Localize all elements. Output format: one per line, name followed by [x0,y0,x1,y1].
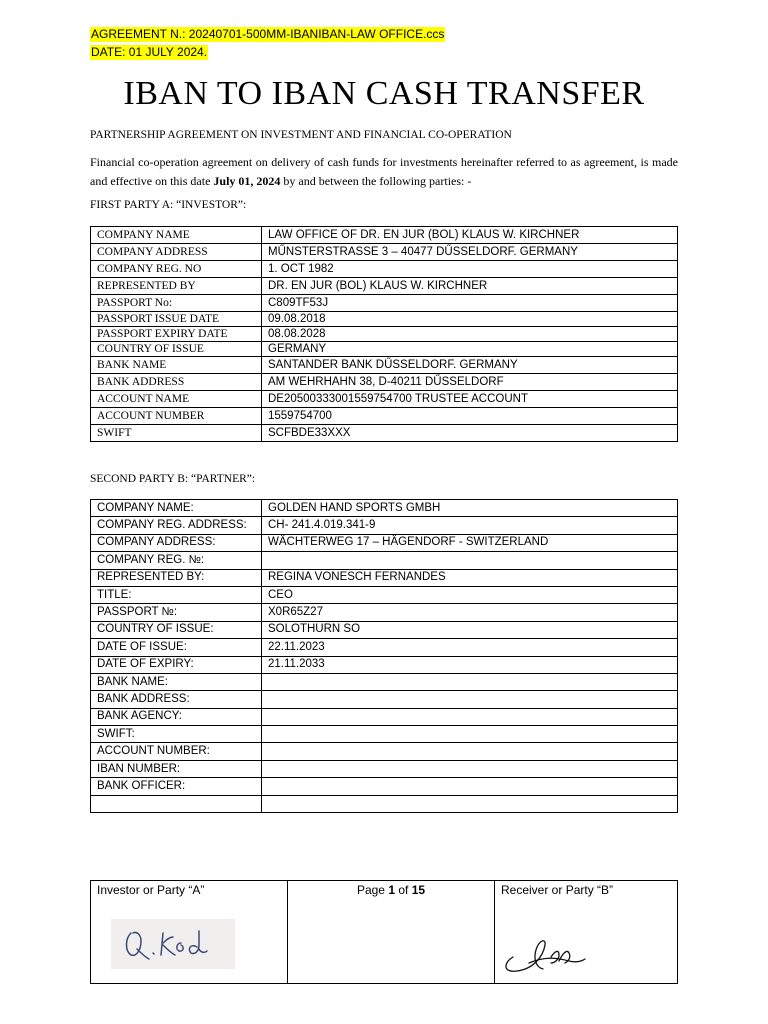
table-row [91,244,678,261]
agreement-number: AGREEMENT N.: 20240701-500MM-IBANIBAN-LAW OFFICE.ccs [91,27,445,41]
table-row [91,500,678,517]
document-subtitle: PARTNERSHIP AGREEMENT ON INVESTMENT AND FINANCIAL CO-OPERATION [90,129,512,141]
table-row [91,604,678,621]
table-row [91,569,678,586]
page-of: of [395,883,412,897]
field-value: GERMANY [262,342,678,357]
field-label: REPRESENTED BY: [91,569,262,586]
page-word: Page [356,883,389,897]
field-label: BANK OFFICER: [91,778,262,795]
signature-footer [90,880,678,984]
field-value: SOLOTHURN SO [262,621,678,638]
field-value [262,743,678,760]
table-row [91,552,678,569]
party-a-heading: FIRST PARTY A: “INVESTOR”: [90,199,247,211]
field-value: 08.08.2028 [262,327,678,342]
field-label: COMPANY NAME [91,227,262,244]
table-row [91,227,678,244]
page-total: 15 [411,883,426,897]
field-label: COMPANY REG. №: [91,552,262,569]
field-label: PASSPORT EXPIRY DATE [91,327,262,342]
field-value: SCFBDE33XXX [262,425,678,442]
table-row [91,691,678,708]
field-label: COMPANY REG. ADDRESS: [91,517,262,534]
field-label: IBAN NUMBER: [91,760,262,777]
page-number-cell [288,881,495,984]
field-value [262,691,678,708]
receiver-label: Receiver or Party “B” [501,883,614,897]
field-label: COMPANY REG. NO [91,261,262,278]
table-row [91,586,678,603]
field-value: 21.11.2033 [262,656,678,673]
field-label: TITLE: [91,586,262,603]
field-value [262,778,678,795]
party-a-table [90,226,678,442]
field-value: GOLDEN HAND SPORTS GMBH [262,500,678,517]
field-label: PASSPORT ISSUE DATE [91,312,262,327]
field-label: COMPANY ADDRESS [91,244,262,261]
receiver-cell [495,881,678,984]
table-row [91,534,678,551]
field-value [262,795,678,812]
table-row [91,743,678,760]
field-value: DE20500333001559754700 TRUSTEE ACCOUNT [262,391,678,408]
field-label [91,795,262,812]
field-label: ACCOUNT NAME [91,391,262,408]
field-label: SWIFT: [91,726,262,743]
field-label: ACCOUNT NUMBER [91,408,262,425]
table-row [91,391,678,408]
investor-label: Investor or Party “A” [97,883,205,897]
field-value: REGINA VONESCH FERNANDES [262,569,678,586]
field-label: DATE OF EXPIRY: [91,656,262,673]
field-label: COUNTRY OF ISSUE: [91,621,262,638]
investor-signature [111,919,235,969]
table-row [91,374,678,391]
table-row [91,342,678,357]
table-row [91,295,678,312]
field-value: SANTANDER BANK DŰSSELDORF. GERMANY [262,357,678,374]
field-value: 1. OCT 1982 [262,261,678,278]
table-row [91,278,678,295]
field-value: 1559754700 [262,408,678,425]
field-value: 22.11.2023 [262,639,678,656]
field-label: SWIFT [91,425,262,442]
table-row [91,408,678,425]
table-row [91,261,678,278]
field-value: MŰNSTERSTRASSE 3 – 40477 DŰSSELDORF. GERMANY [262,244,678,261]
field-label: COMPANY NAME: [91,500,262,517]
field-value [262,760,678,777]
table-row [91,795,678,812]
field-value: DR. EN JUR (BOL) KLAUS W. KIRCHNER [262,278,678,295]
party-b-table [90,499,678,813]
table-row [91,621,678,638]
field-label: BANK NAME: [91,673,262,690]
field-value: CH- 241.4.019.341-9 [262,517,678,534]
intro-date: July 01, 2024 [213,174,281,188]
field-label: COMPANY ADDRESS: [91,534,262,551]
table-row [91,312,678,327]
investor-cell [91,881,288,984]
agreement-header [90,25,445,61]
field-value: AM WEHRHAHN 38, D-40211 DŰSSELDORF [262,374,678,391]
field-value: C809TF53J [262,295,678,312]
field-value: CEO [262,586,678,603]
party-b-heading: SECOND PARTY B: “PARTNER”: [90,473,256,485]
table-row [91,425,678,442]
field-label: PASSPORT №: [91,604,262,621]
field-value: LAW OFFICE OF DR. EN JUR (BOL) KLAUS W. KIRCHNER [262,227,678,244]
field-label: ACCOUNT NUMBER: [91,743,262,760]
table-row [91,760,678,777]
receiver-signature [499,927,599,977]
table-row [91,639,678,656]
field-label: DATE OF ISSUE: [91,639,262,656]
table-row [91,327,678,342]
field-label: BANK ADDRESS: [91,691,262,708]
field-label: REPRESENTED BY [91,278,262,295]
field-label: BANK NAME [91,357,262,374]
page-current: 1 [388,883,395,897]
intro-text-after: by and between the following parties: - [280,174,472,188]
table-row [91,656,678,673]
table-row [91,726,678,743]
field-value [262,726,678,743]
table-row [91,778,678,795]
field-value [262,552,678,569]
field-value [262,673,678,690]
table-row [91,673,678,690]
field-value: 09.08.2018 [262,312,678,327]
table-row [91,357,678,374]
field-label: COUNTRY OF ISSUE [91,342,262,357]
field-value: WÄCHTERWEG 17 – HÄGENDORF - SWITZERLAND [262,534,678,551]
field-value: X0R65Z27 [262,604,678,621]
agreement-date: DATE: 01 JULY 2024. [91,45,208,59]
table-row [91,708,678,725]
field-label: BANK AGENCY: [91,708,262,725]
table-row [91,517,678,534]
intro-text-before: Financial co-operation agreement on delivery of cash funds for investments hereinafter referred to as agreement, is made and effective on this date [90,155,678,188]
field-label: BANK ADDRESS [91,374,262,391]
document-title: IBAN TO IBAN CASH TRANSFER [123,75,645,112]
intro-paragraph [90,153,678,191]
field-label: PASSPORT No: [91,295,262,312]
field-value [262,708,678,725]
